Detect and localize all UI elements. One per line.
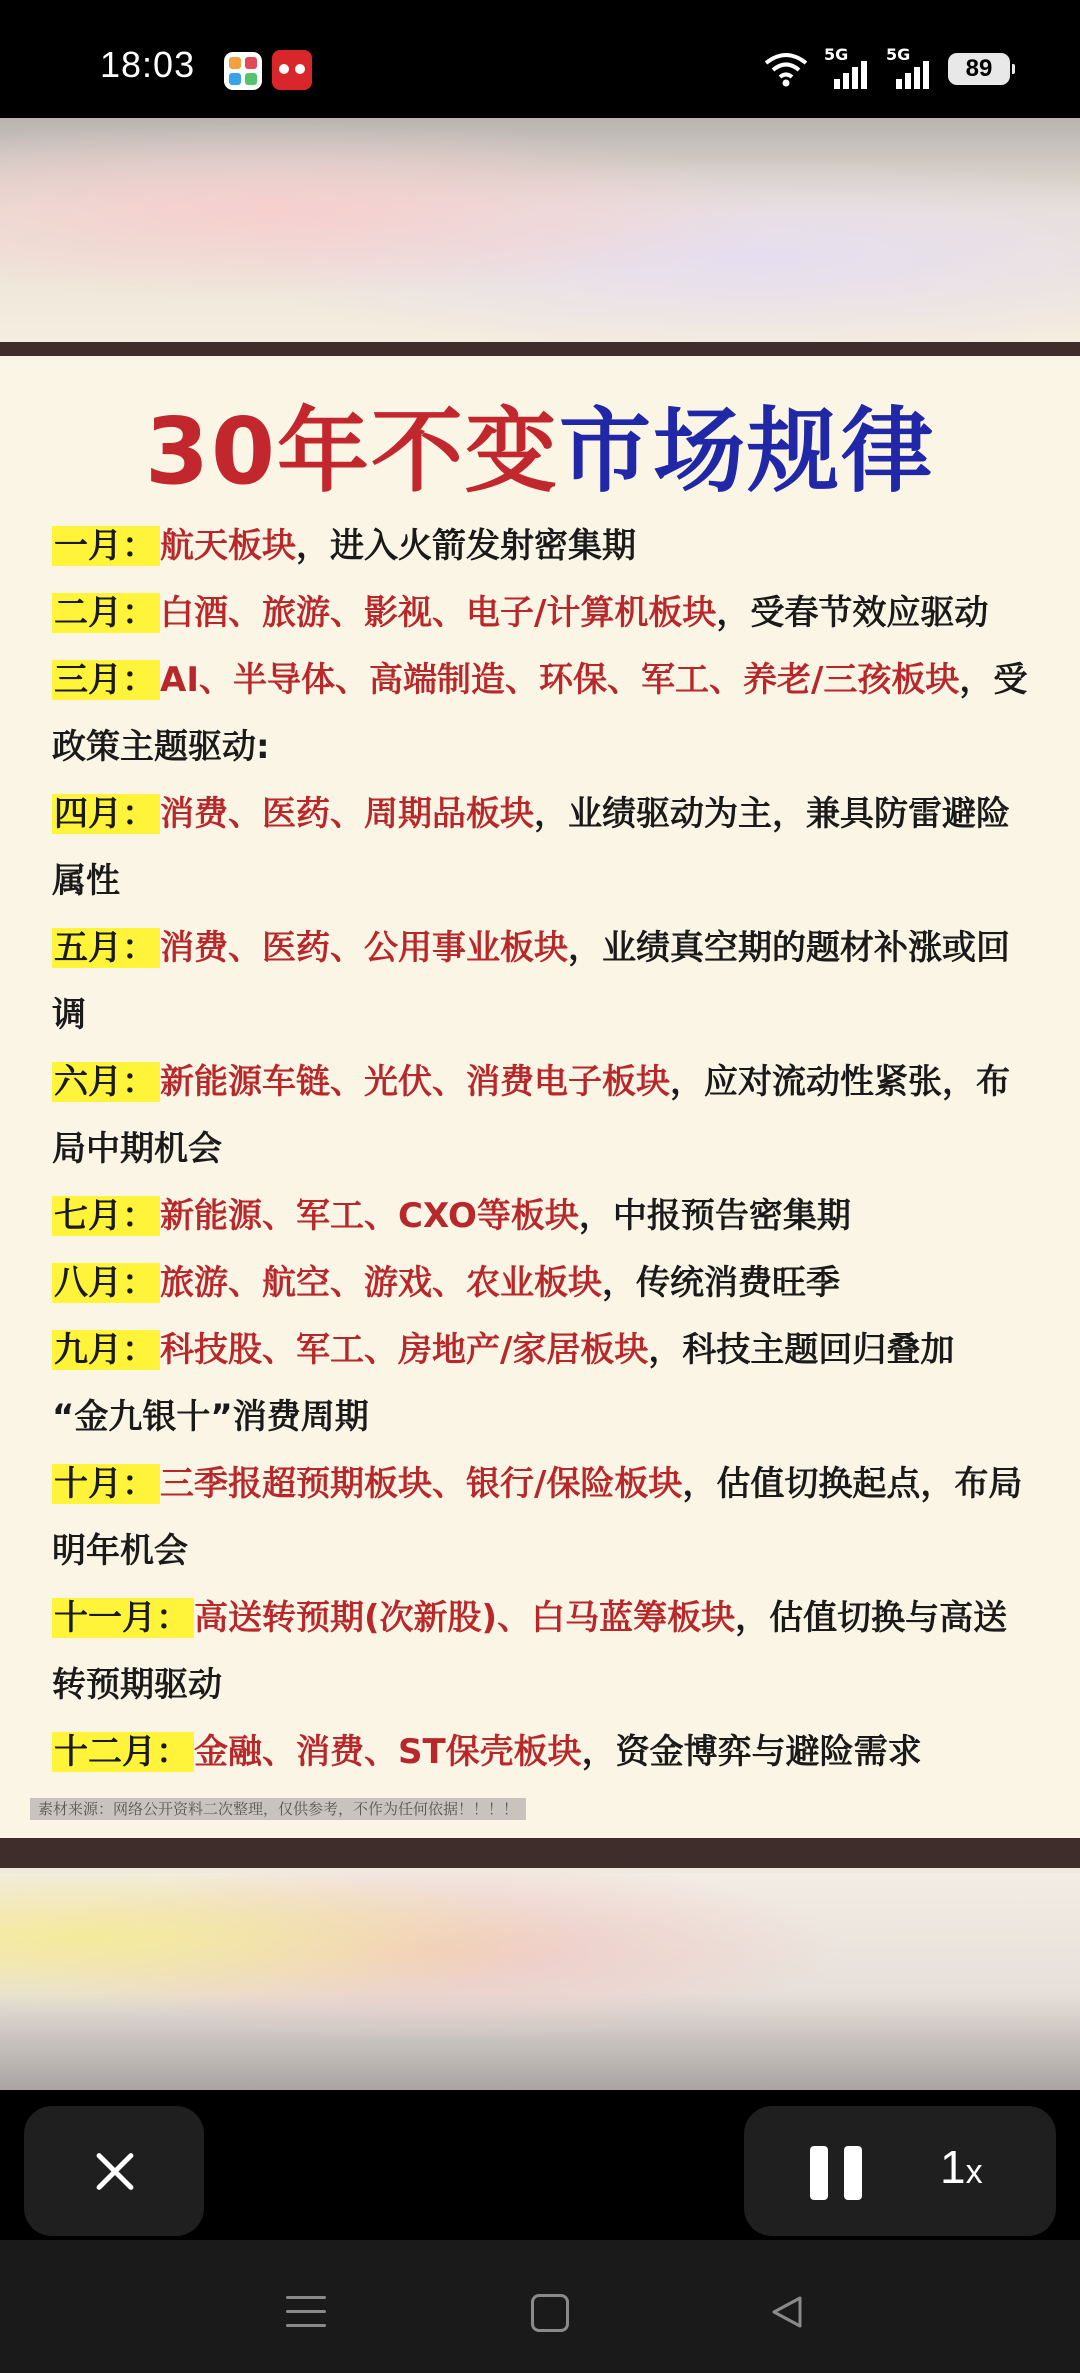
description-text: ，估值切换起点，布局 <box>682 1464 1023 1504</box>
status-time: 18:03 <box>100 44 196 85</box>
description-text: ，科技主题回归叠加 <box>648 1330 955 1370</box>
description-text: 属性 <box>52 861 120 901</box>
sector-text: 高送转预期(次新股)、白马蓝筹板块 <box>194 1598 736 1638</box>
status-icons <box>762 44 1010 94</box>
description-text: 转预期驱动 <box>52 1665 222 1705</box>
sector-text: 金融、消费、ST保壳板块 <box>194 1732 582 1772</box>
month-line <box>52 1722 1042 1782</box>
month-line <box>52 583 1042 643</box>
battery-level: 89 <box>965 55 993 82</box>
sector-text: 科技股、军工、房地产/家居板块 <box>160 1330 649 1370</box>
sector-text: AI、半导体、高端制造、环保、军工、养老/三孩板块 <box>160 660 960 700</box>
poster-frame-bottom <box>0 1838 1080 1868</box>
description-text: ，受 <box>959 660 1028 700</box>
speed-unit: x <box>965 2153 983 2191</box>
description-text: ，传统消费旺季 <box>602 1263 840 1303</box>
month-line <box>52 1253 1042 1313</box>
speed-button[interactable] <box>940 2140 983 2194</box>
sector-text: 三季报超预期板块、银行/保险板块 <box>160 1464 683 1504</box>
month-label: 二月： <box>52 593 160 633</box>
network-type-label: 5G <box>824 45 849 64</box>
image-viewer[interactable] <box>0 118 1080 2090</box>
poster-image <box>0 356 1080 1838</box>
description-text: ，业绩驱动为主，兼具防雷避险 <box>534 794 1010 834</box>
month-label: 七月： <box>52 1196 160 1236</box>
description-text: ，资金博弈与避险需求 <box>581 1732 922 1772</box>
sector-text: 白酒、旅游、影视、电子/计算机板块 <box>160 593 717 633</box>
month-label: 九月： <box>52 1330 160 1370</box>
photos-app-icon <box>224 52 262 90</box>
month-line <box>52 516 1042 576</box>
month-label: 五月： <box>52 928 160 968</box>
close-button[interactable] <box>24 2106 204 2236</box>
status-bar <box>0 0 1080 118</box>
description-text: ，应对流动性紧张，布 <box>670 1062 1010 1102</box>
game-app-icon <box>272 50 312 90</box>
month-label: 八月： <box>52 1263 160 1303</box>
signal-icon <box>824 45 872 89</box>
source-note: 素材来源：网络公开资料二次整理，仅供参考，不作为任何依据！！！！ <box>30 1798 526 1820</box>
month-label: 三月： <box>52 660 160 700</box>
speed-value: 1 <box>940 2141 966 2193</box>
month-label: 一月： <box>52 526 160 566</box>
home-icon[interactable] <box>531 2294 569 2332</box>
description-text: ，估值切换与高送 <box>735 1598 1008 1638</box>
month-line <box>52 784 1042 844</box>
battery-icon <box>948 53 1010 85</box>
poster-title-part2: 市场规律 <box>559 398 936 505</box>
description-text: ，中报预告密集期 <box>578 1196 851 1236</box>
description-text: 局中期机会 <box>52 1129 222 1169</box>
month-label: 十二月： <box>52 1732 194 1772</box>
network-type-label: 5G <box>886 45 911 64</box>
description-text: ，受春节效应驱动 <box>716 593 989 633</box>
month-line <box>52 918 1042 978</box>
continuation-line <box>52 1387 1042 1447</box>
sector-text: 航天板块 <box>160 526 296 566</box>
playback-controls <box>0 2090 1080 2240</box>
playback-panel <box>744 2106 1056 2236</box>
description-text: 调 <box>52 995 86 1035</box>
wifi-icon <box>762 49 810 89</box>
sector-text: 新能源车链、光伏、消费电子板块 <box>160 1062 670 1102</box>
navigation-bar <box>0 2240 1080 2373</box>
month-line <box>52 1186 1042 1246</box>
sector-text: 新能源、军工、CXO等板块 <box>160 1196 579 1236</box>
month-label: 十月： <box>52 1464 160 1504</box>
month-line <box>52 650 1042 710</box>
poster-title-part1: 30年不变 <box>144 398 559 505</box>
sector-text: 旅游、航空、游戏、农业板块 <box>160 1263 602 1303</box>
blurred-background-bottom <box>0 1873 1080 2090</box>
poster-frame-top <box>0 342 1080 356</box>
poster-title <box>0 378 1080 510</box>
blurred-background-top <box>0 118 1080 350</box>
sector-text: 消费、医药、公用事业板块 <box>160 928 568 968</box>
description-text: “金九银十”消费周期 <box>52 1397 369 1437</box>
signal-icon <box>886 45 934 89</box>
pause-button[interactable] <box>810 2146 864 2200</box>
description-text: 明年机会 <box>52 1531 188 1571</box>
description-text: 政策主题驱动: <box>52 727 270 767</box>
continuation-line <box>52 851 1042 911</box>
continuation-line <box>52 1655 1042 1715</box>
continuation-line <box>52 717 1042 777</box>
month-label: 四月： <box>52 794 160 834</box>
month-line <box>52 1320 1042 1380</box>
continuation-line <box>52 985 1042 1045</box>
description-text: ，业绩真空期的题材补涨或回 <box>568 928 1010 968</box>
month-label: 六月： <box>52 1062 160 1102</box>
menu-icon[interactable] <box>286 2296 326 2328</box>
sector-text: 消费、医药、周期品板块 <box>160 794 534 834</box>
continuation-line <box>52 1521 1042 1581</box>
month-line <box>52 1588 1042 1648</box>
continuation-line <box>52 1119 1042 1179</box>
back-icon[interactable] <box>768 2292 808 2332</box>
description-text: ，进入火箭发射密集期 <box>296 526 636 566</box>
month-line <box>52 1454 1042 1514</box>
month-label: 十一月： <box>52 1598 194 1638</box>
month-line <box>52 1052 1042 1112</box>
